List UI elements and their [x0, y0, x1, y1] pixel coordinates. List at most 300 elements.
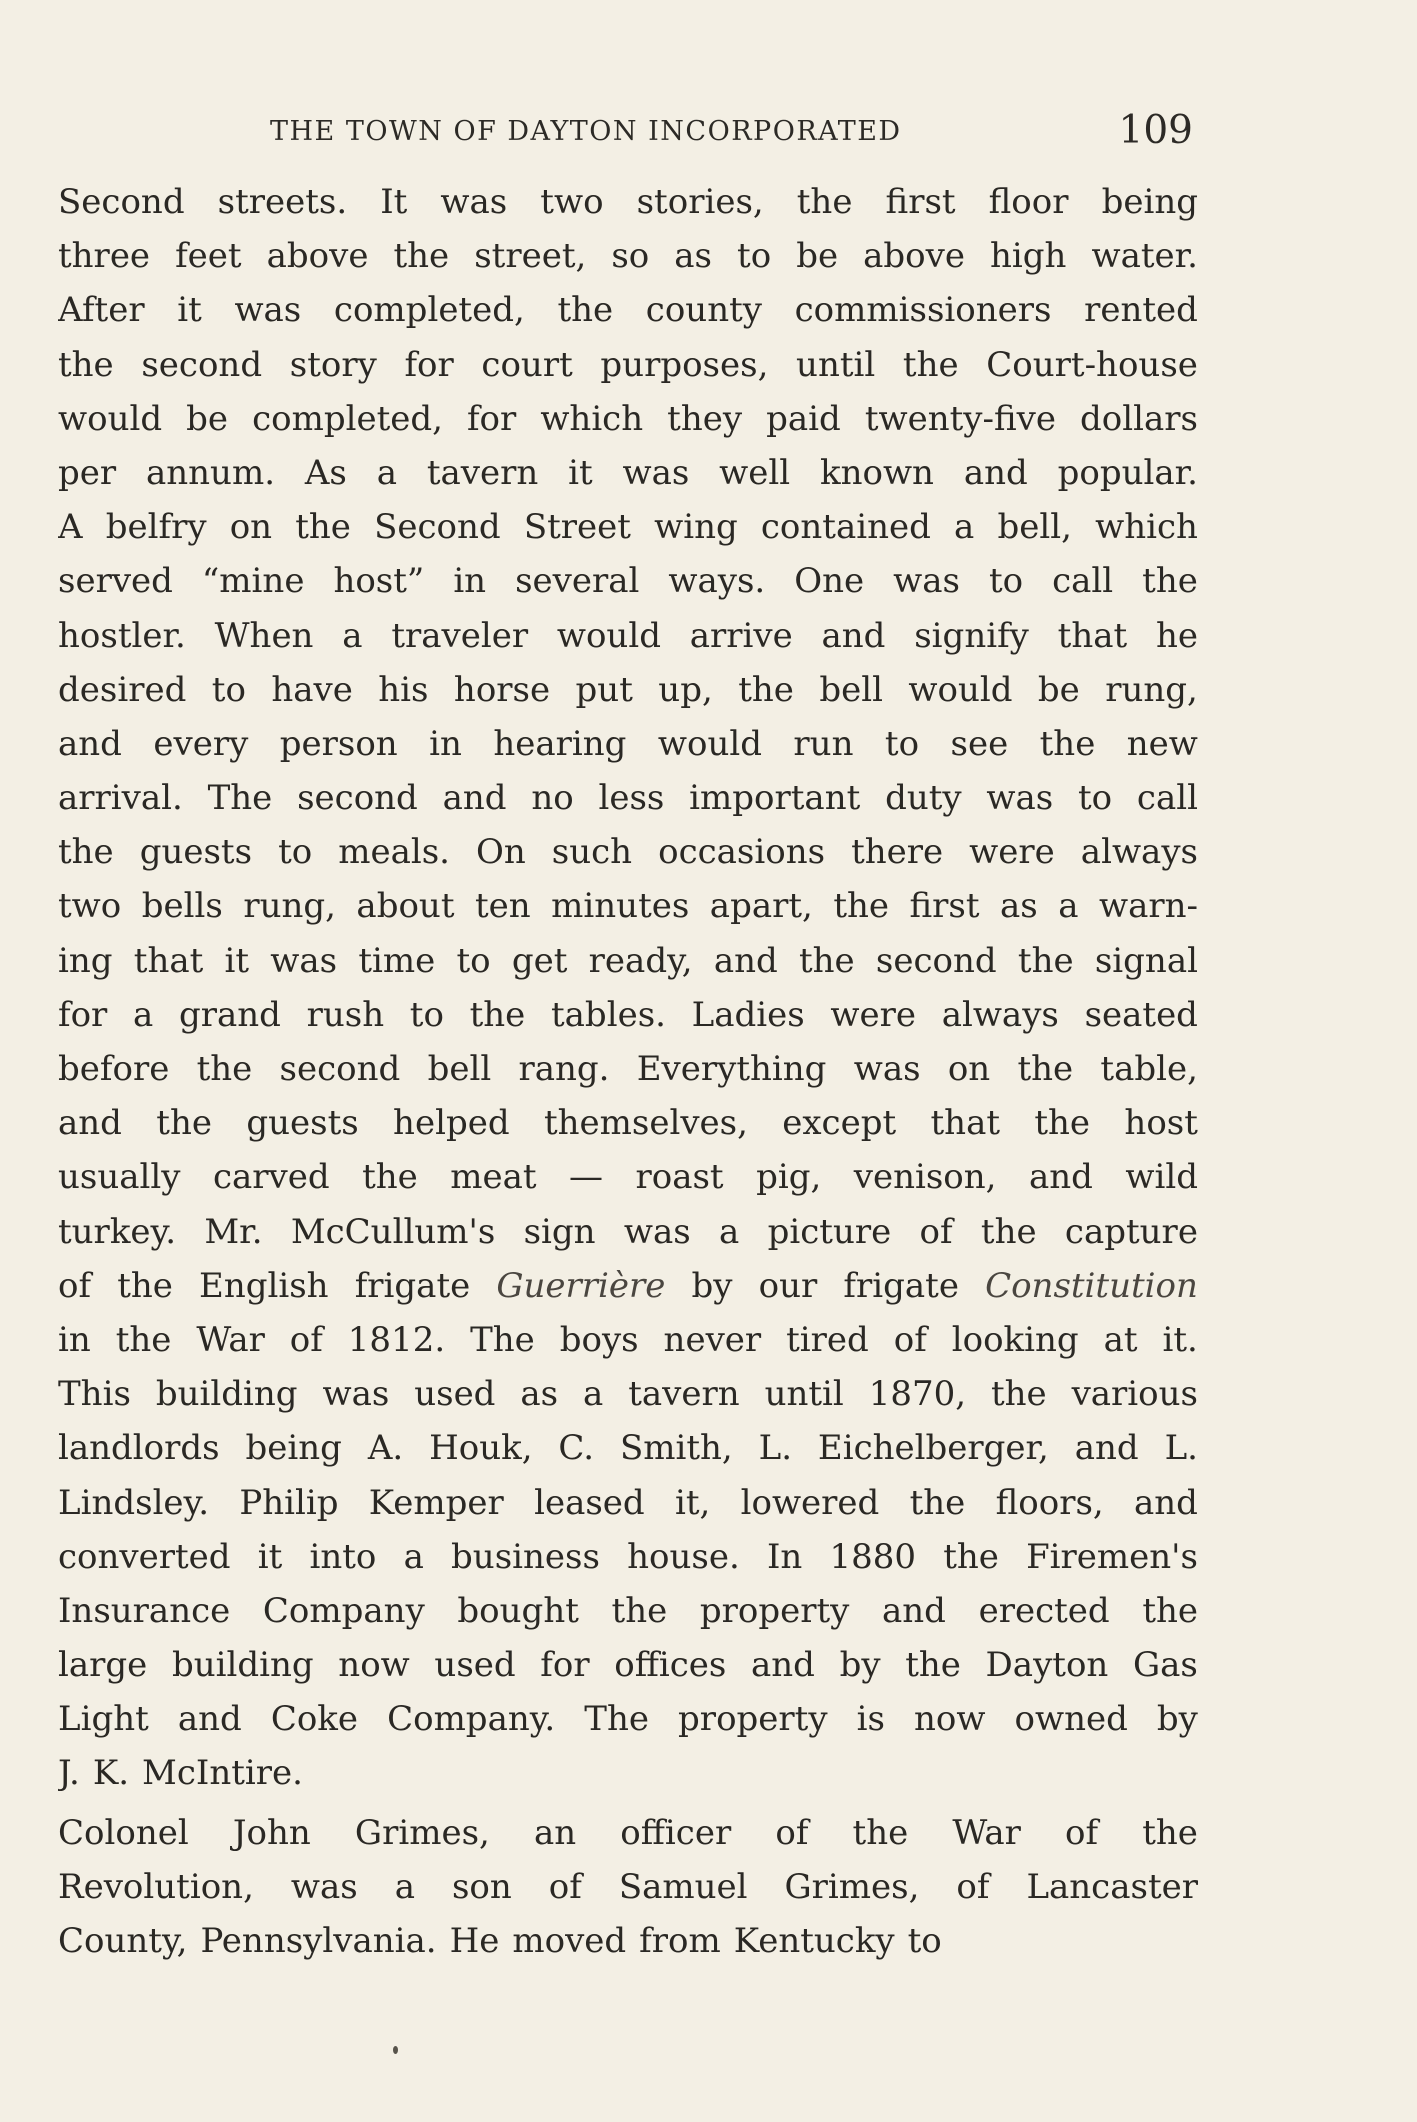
word: would: [58, 398, 163, 439]
word: was: [623, 1211, 691, 1252]
word: streets.: [217, 182, 348, 222]
word: floors,: [995, 1482, 1104, 1523]
word: building: [155, 1374, 298, 1415]
word: the: [905, 1645, 961, 1686]
word: guests: [246, 1103, 359, 1144]
word: hostler.: [58, 615, 186, 656]
word: Street: [523, 507, 631, 548]
word: several: [515, 561, 640, 602]
word: 1812.: [347, 1319, 446, 1360]
text-line: [58, 1042, 1198, 1096]
word: of: [58, 1265, 92, 1306]
word: until: [764, 1374, 844, 1415]
text-line: [58, 609, 1198, 663]
word: the: [738, 669, 794, 710]
word: venison,: [853, 1157, 997, 1198]
text-line: [58, 1367, 1198, 1421]
word: the: [393, 236, 450, 277]
word: offices: [614, 1645, 727, 1686]
word: bell: [427, 1049, 492, 1089]
word: the: [1034, 1103, 1091, 1144]
word: now: [913, 1699, 986, 1740]
word: and: [1074, 1428, 1139, 1469]
word: Houk,: [429, 1428, 533, 1469]
word: rush: [306, 994, 385, 1035]
word: Lancaster: [1026, 1866, 1198, 1907]
word: minutes: [551, 886, 690, 927]
word: the: [796, 182, 853, 222]
word: well: [719, 452, 791, 493]
text-line: [58, 283, 1198, 337]
text-line: [58, 663, 1198, 717]
word: as: [674, 236, 712, 277]
word: by: [839, 1645, 881, 1686]
word: to: [988, 561, 1024, 602]
word: as: [1000, 886, 1038, 927]
running-head: [58, 108, 1193, 168]
word: capture: [1064, 1211, 1198, 1252]
text-line: [58, 1476, 1198, 1530]
word: the: [611, 1590, 668, 1631]
word: 1880: [829, 1536, 917, 1577]
word: On: [476, 832, 526, 873]
word: converted: [58, 1536, 231, 1577]
word: now: [338, 1645, 410, 1686]
word: it: [568, 452, 593, 493]
text-line: [58, 1313, 1198, 1367]
word: property: [699, 1590, 850, 1631]
word: the: [1142, 1590, 1198, 1631]
word: call: [1136, 778, 1198, 819]
word: A.: [367, 1428, 404, 1469]
text-line: [58, 934, 1198, 988]
word: high: [990, 236, 1067, 277]
text-line: [58, 825, 1198, 879]
word: tables.: [551, 994, 666, 1035]
word: Pennsylvania.: [200, 1921, 437, 1961]
word: of: [893, 1319, 927, 1360]
word: various: [1071, 1374, 1198, 1415]
word: in: [429, 723, 462, 764]
word: John: [232, 1812, 311, 1853]
word: and: [713, 940, 778, 981]
word: a: [583, 1374, 604, 1415]
word: the: [1017, 940, 1074, 981]
word: run: [793, 723, 854, 764]
word: is: [856, 1699, 885, 1740]
word: to: [409, 994, 444, 1035]
word: of: [919, 1211, 953, 1252]
word: the: [909, 1482, 966, 1523]
word: see: [950, 723, 1009, 764]
word: leased: [534, 1482, 645, 1523]
word: always: [1080, 832, 1198, 873]
word: county: [645, 290, 762, 331]
word: about: [356, 886, 455, 927]
word: Everything: [636, 1049, 827, 1089]
word: bells: [141, 886, 223, 927]
word: he: [1155, 615, 1198, 656]
word: Lindsley.: [58, 1482, 210, 1523]
word: bell,: [997, 507, 1072, 548]
word: from: [639, 1921, 721, 1961]
word: Dayton: [985, 1645, 1109, 1686]
word: looking: [951, 1319, 1079, 1360]
word: Revolution,: [58, 1866, 254, 1907]
word: L.: [758, 1428, 792, 1469]
word: second: [141, 344, 263, 385]
word: time: [358, 940, 436, 981]
word: turkey.: [58, 1211, 177, 1252]
word: War: [196, 1319, 265, 1360]
text-line: [58, 988, 1198, 1042]
word: have: [271, 669, 353, 710]
word: served: [58, 561, 173, 602]
word: a: [133, 994, 154, 1035]
word: every: [153, 723, 249, 764]
word: lowered: [740, 1482, 880, 1523]
word: Light: [58, 1699, 149, 1740]
word: on: [947, 1049, 991, 1089]
word: frigate: [354, 1265, 471, 1306]
word: son: [451, 1866, 512, 1907]
word: in: [58, 1319, 91, 1360]
text-line: [58, 1860, 1198, 1914]
word: host”: [333, 561, 425, 602]
word: seated: [1084, 994, 1198, 1035]
word: carved: [212, 1157, 330, 1198]
word: traveler: [391, 615, 529, 656]
word: that: [133, 940, 204, 981]
word: the: [58, 832, 114, 873]
word: —: [569, 1157, 604, 1198]
word: commissioners: [794, 290, 1052, 331]
word: a: [394, 1866, 415, 1907]
running-title: THE TOWN OF DAYTON INCORPORATED: [270, 116, 902, 147]
word: He: [449, 1921, 500, 1961]
word: be: [186, 398, 229, 439]
word: signal: [1094, 940, 1198, 981]
word: was: [440, 182, 508, 222]
word: for: [404, 344, 454, 385]
word: guests: [139, 832, 253, 873]
word: K.: [92, 1753, 130, 1794]
text-line: [58, 1150, 1198, 1204]
word: officer: [620, 1812, 732, 1853]
word: ways.: [668, 561, 766, 602]
word: a: [1058, 886, 1079, 927]
word: table,: [1100, 1049, 1198, 1089]
word: such: [551, 832, 633, 873]
word: Coke: [270, 1699, 359, 1740]
word: A: [58, 507, 83, 548]
word: would: [556, 615, 661, 656]
body-text: [58, 175, 1198, 1968]
text-line: [58, 1096, 1198, 1150]
word: English: [199, 1265, 329, 1306]
word: Court-house: [986, 344, 1198, 385]
word: second: [875, 940, 997, 981]
word: and: [751, 1645, 815, 1686]
word: bought: [457, 1590, 579, 1631]
word: annum.: [145, 452, 275, 493]
word: the: [362, 1157, 418, 1198]
word: McCullum's: [290, 1211, 496, 1252]
word: Kentucky: [733, 1921, 895, 1961]
word: pig,: [756, 1157, 822, 1198]
word: known: [819, 452, 934, 493]
paragraph: [58, 175, 1198, 1801]
word: Ladies: [691, 994, 805, 1035]
word: house.: [627, 1536, 740, 1577]
word: grand: [178, 994, 281, 1035]
word: picture: [767, 1211, 892, 1252]
word: except: [782, 1103, 897, 1144]
word: the: [156, 1103, 212, 1144]
text-line: [58, 1421, 1198, 1475]
word: ten: [474, 886, 531, 927]
text-line: [58, 771, 1198, 825]
text-line: [58, 1638, 1198, 1692]
word: by: [691, 1265, 733, 1306]
word: above: [863, 236, 965, 277]
word: The: [470, 1319, 535, 1360]
word: of: [775, 1812, 809, 1853]
word: used: [414, 1374, 496, 1415]
text-line: [58, 229, 1198, 283]
word: War: [952, 1812, 1021, 1853]
word: large: [58, 1645, 148, 1686]
word: before: [58, 1049, 170, 1089]
word: Mr.: [204, 1211, 263, 1252]
word: in: [453, 561, 487, 602]
word: When: [214, 615, 314, 656]
word: It: [380, 182, 408, 222]
word: the: [833, 886, 889, 927]
word: two: [540, 182, 604, 222]
word: ready,: [588, 940, 693, 981]
word: put: [575, 669, 633, 710]
print-speck: [393, 2046, 398, 2054]
word: used: [434, 1645, 516, 1686]
word: paid: [766, 398, 841, 439]
word: stories,: [636, 182, 764, 222]
text-line: [58, 1914, 1198, 1968]
word: the: [1142, 1812, 1198, 1853]
word: always: [941, 994, 1059, 1035]
word: into: [309, 1536, 377, 1577]
word: the: [1142, 561, 1198, 602]
text-line: [58, 500, 1198, 554]
word: the: [117, 1265, 173, 1306]
word: Second: [58, 182, 185, 222]
word: landlords: [58, 1428, 220, 1469]
text-line: [58, 554, 1198, 608]
word: of: [956, 1866, 990, 1907]
word: Grimes,: [354, 1812, 490, 1853]
text-line: [58, 879, 1198, 933]
word: building: [171, 1645, 314, 1686]
word: rung,: [1105, 669, 1198, 710]
word: get: [511, 940, 568, 981]
word: it: [177, 290, 202, 331]
word: be: [796, 236, 839, 277]
word: As: [304, 452, 347, 493]
word: which: [540, 398, 644, 439]
word: Firemen's: [1026, 1536, 1198, 1577]
word: C.: [558, 1428, 595, 1469]
word: second: [279, 1049, 401, 1089]
word: and: [177, 1699, 242, 1740]
word: a: [342, 615, 363, 656]
word: would: [908, 669, 1013, 710]
word: 1870,: [868, 1374, 967, 1415]
word: it,: [674, 1482, 711, 1523]
word: completed,: [252, 398, 443, 439]
word: no: [531, 778, 574, 819]
word: his: [378, 669, 429, 710]
word: The: [584, 1699, 649, 1740]
word: the: [943, 1536, 999, 1577]
word: a: [403, 1536, 424, 1577]
word: the: [115, 1319, 172, 1360]
word: was: [290, 1866, 358, 1907]
word: new: [1126, 723, 1198, 764]
word: Smith,: [619, 1428, 733, 1469]
text-line: [58, 1530, 1198, 1584]
word: it: [224, 940, 250, 981]
word: In: [766, 1536, 803, 1577]
word: to: [1078, 778, 1113, 819]
paragraph: [58, 1806, 1198, 1969]
word: call: [1052, 561, 1114, 602]
word: rung,: [243, 886, 336, 927]
word: County,: [58, 1921, 188, 1961]
word: Colonel: [58, 1812, 189, 1853]
word: were: [969, 832, 1055, 873]
word: wild: [1125, 1157, 1198, 1198]
word: the: [902, 344, 959, 385]
word: of: [548, 1866, 582, 1907]
word: to: [278, 832, 313, 873]
word: less: [598, 778, 665, 819]
word: for: [58, 994, 108, 1035]
word: The: [207, 778, 273, 819]
word: Eichelberger,: [817, 1428, 1049, 1469]
text-line: [58, 175, 1198, 229]
word: helped: [393, 1103, 510, 1144]
word: and: [442, 778, 507, 819]
word: the: [980, 1211, 1037, 1252]
word: owned: [1014, 1699, 1128, 1740]
word: boys: [559, 1319, 639, 1360]
word: After: [58, 290, 145, 331]
word: and: [1028, 1157, 1093, 1198]
word: signify: [914, 615, 1029, 656]
text-line: [58, 338, 1198, 392]
word: street,: [474, 236, 587, 277]
word: the: [1017, 1049, 1074, 1089]
word: property: [678, 1699, 828, 1740]
word: at: [1103, 1319, 1138, 1360]
word: be: [1037, 669, 1080, 710]
word: that: [930, 1103, 1001, 1144]
word: purposes,: [600, 344, 769, 385]
word: a: [376, 452, 397, 493]
word: McIntire.: [142, 1753, 303, 1794]
word: dollars: [1080, 398, 1198, 439]
word: the: [1039, 723, 1096, 764]
word: to: [211, 669, 246, 710]
word: tavern: [426, 452, 539, 493]
word: rented: [1084, 290, 1198, 331]
word: our: [758, 1265, 818, 1306]
word: second: [297, 778, 418, 819]
word: arrival.: [58, 778, 183, 819]
word: story: [289, 344, 377, 385]
word: hearing: [493, 723, 627, 764]
text-line: [58, 1806, 1198, 1860]
word: feet: [175, 236, 242, 277]
page-number: 109: [1118, 108, 1193, 153]
word: was: [853, 1049, 921, 1089]
word: that: [1057, 615, 1128, 656]
word: and: [58, 723, 122, 764]
word: the: [295, 507, 351, 548]
word: a: [954, 507, 975, 548]
word: Insurance: [58, 1590, 231, 1631]
word: for: [466, 398, 517, 439]
word: sign: [523, 1211, 596, 1252]
word: Kemper: [368, 1482, 504, 1523]
text-line: [58, 1584, 1198, 1638]
word: rang.: [518, 1049, 610, 1089]
word: the: [852, 1812, 909, 1853]
word: until: [796, 344, 876, 385]
word: Second: [374, 507, 501, 548]
word: J.: [58, 1753, 80, 1794]
word: completed,: [333, 290, 525, 331]
word: twenty-five: [864, 398, 1056, 439]
word: the: [469, 994, 526, 1035]
word: floor: [988, 182, 1069, 222]
word: the: [799, 940, 855, 981]
word: roast: [635, 1157, 724, 1198]
word: important: [689, 778, 861, 819]
word: Company.: [387, 1699, 556, 1740]
word: per: [58, 452, 117, 493]
word: there: [851, 832, 944, 873]
word: was: [234, 290, 302, 331]
word: Gas: [1132, 1645, 1198, 1686]
word: the: [196, 1049, 253, 1089]
word: the: [990, 1374, 1047, 1415]
word: warn-: [1098, 886, 1198, 927]
word: L.: [1164, 1428, 1198, 1469]
word: water.: [1091, 236, 1198, 277]
word: belfry: [105, 507, 207, 548]
word: moved: [512, 1921, 627, 1961]
word: above: [266, 236, 369, 277]
word: and: [1134, 1482, 1198, 1523]
word: being: [245, 1428, 342, 1469]
word: which: [1095, 507, 1198, 548]
word: first: [885, 182, 956, 222]
word: it: [257, 1536, 283, 1577]
word: Philip: [239, 1482, 339, 1523]
word: person: [279, 723, 398, 764]
word: first: [909, 886, 980, 927]
